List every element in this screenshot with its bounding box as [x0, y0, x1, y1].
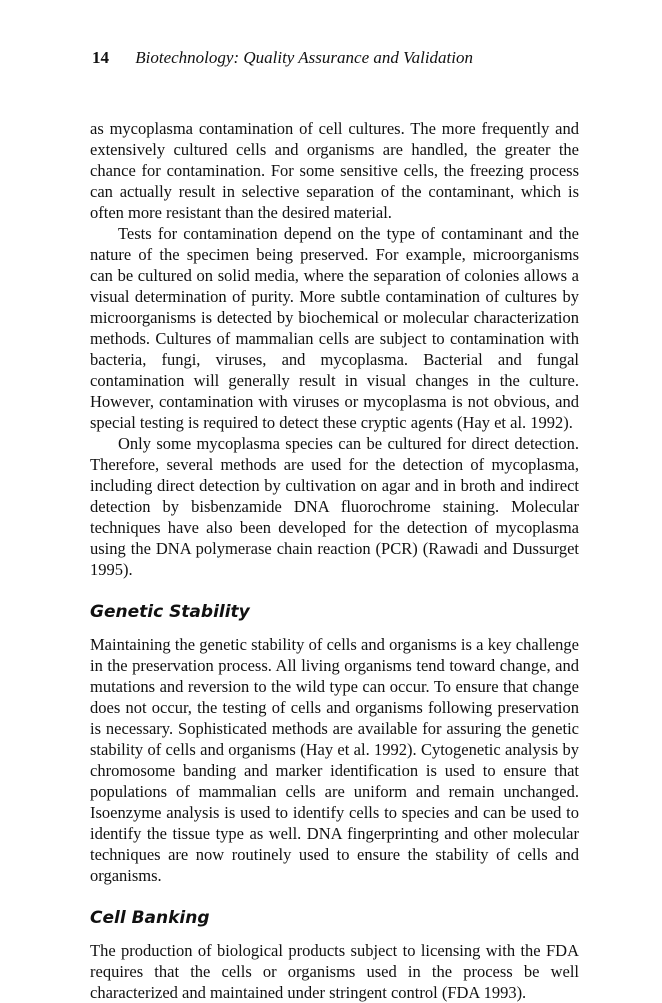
running-title: Biotechnology: Quality Assurance and Validation — [135, 48, 474, 67]
running-header — [92, 46, 572, 70]
paragraph: Only some mycoplasma species can be cultured for direct detection. Therefore, several methods are used for the detection of mycoplasma, including direct detection by cultivation on agar and in broth and indirect detection by bisbenzamide DNA fluorochrome staining. Molecular techniques have also been developed for the detection of mycoplasma using the DNA polymerase chain reaction (PCR) (Rawadi and Dussurget 1995). — [90, 434, 579, 579]
paragraph: as mycoplasma contamination of cell cultures. The more frequently and extensively cultured cells and organisms are handled, the greater the chance for contamination. For some sensitive cells, the freezing process can actually result in selective separation of the contaminant, which is often more resistant than the desired material. — [90, 119, 579, 222]
section-heading-genetic-stability: Genetic Stability — [90, 602, 250, 622]
paragraph: Maintaining the genetic stability of cells and organisms is a key challenge in the preservation process. All living organisms tend toward change, and mutations and reversion to the wild type can occur. To ensure that change does not occur, the testing of cells and organisms following preservation is necessary. Sophisticated methods are available for assuring the genetic stability of cells and organisms (Hay et al. 1992). Cytogenetic analysis by chromosome banding and marker identification is used to ensure that populations of mammalian cells are uniform and remain unchanged. Isoenzyme analysis is used to identify cells to species and can be used to identify the tissue type as well. DNA fingerprinting and other molecular techniques are now routinely used to ensure the stability of cells and organisms. — [90, 635, 579, 885]
page-body — [90, 118, 579, 1003]
paragraph: The production of biological products subject to licensing with the FDA requires that the cells or organisms used in the process be well characterized and maintained under stringent control (FDA 1993). — [90, 941, 579, 1002]
section-heading-cell-banking: Cell Banking — [90, 908, 210, 928]
paragraph: Tests for contamination depend on the type of contaminant and the nature of the specimen being preserved. For example, microorganisms can be cultured on solid media, where the separation of colonies allows a visual determination of purity. More subtle contamination of cultures by microorganisms is detected by biochemical or molecular characterization methods. Cultures of mammalian cells are subject to contamination with bacteria, fungi, viruses, and mycoplasma. Bacterial and fungal contamination will generally result in visual changes in the culture. However, contamination with viruses or mycoplasma is not obvious, and special testing is required to detect these cryptic agents (Hay et al. 1992). — [90, 224, 579, 432]
page-number: 14 — [92, 48, 109, 67]
